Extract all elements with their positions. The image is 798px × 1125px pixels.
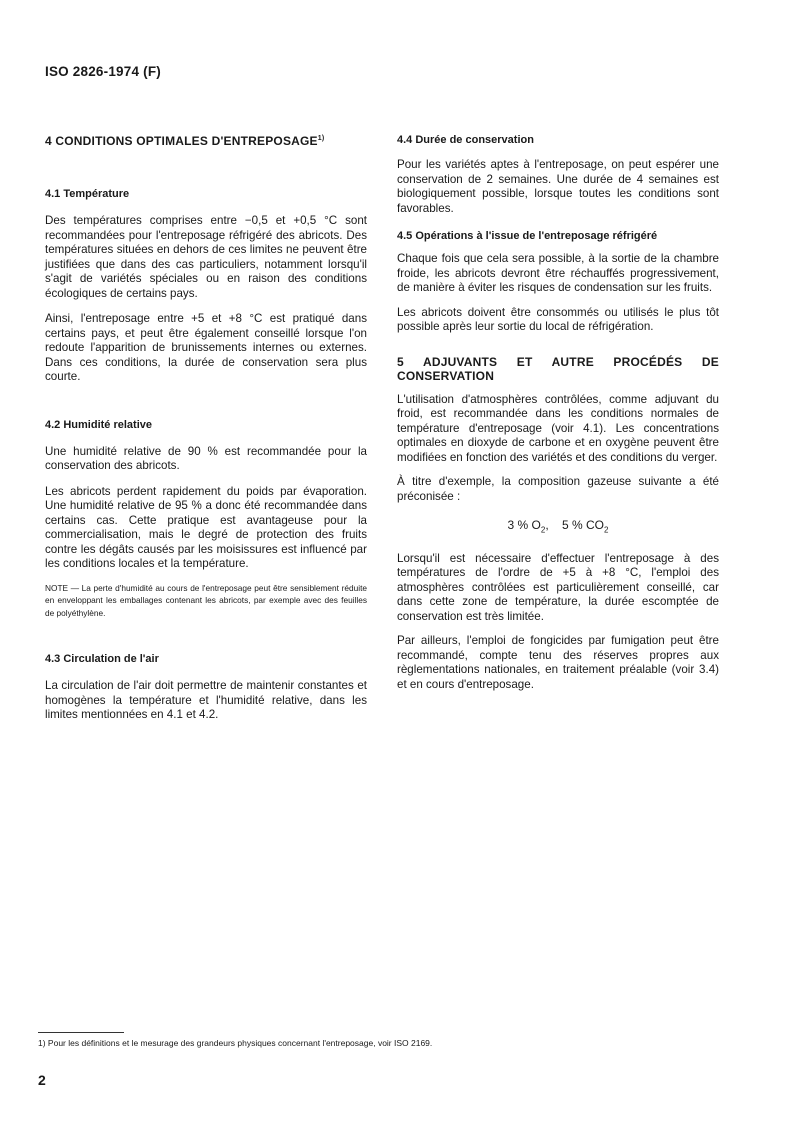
formula-o2-subscript: 2: [540, 525, 546, 535]
section-4-5-paragraph-1: Chaque fois que cela sera possible, à la sortie de la chambre froide, les abricots devront être réchauffés progressivement, de manière à éviter les risques de condensation sur les fruits.: [397, 252, 719, 294]
section-4-1-paragraph-2: Ainsi, l'entreposage entre +5 et +8 °C est pratiqué dans certains pays, et peut être également conseillé lorsque l'on redoute l'apparition de brunissements internes ou externes. Dans ces conditions, la durée de conservation sera plus courte.: [45, 312, 367, 383]
section-4-3-paragraph-1: La circulation de l'air doit permettre de maintenir constantes et homogènes la température et l'humidité relative, dans les limites mentionnées en 4.1 et 4.2.: [45, 679, 367, 721]
section-4-2-paragraph-2: Les abricots perdent rapidement du poids par évaporation. Une humidité relative de 95 % a donc été recommandée dans certains cas. Cette pratique est avantageuse pour la commercialisation, mais le degré de protection des fruits contre les dégâts causés par les moisissures est influencé par les conditions locales et la température.: [45, 484, 367, 570]
section-5-title: 5 ADJUVANTS ET AUTRE PROCÉDÉS DE CONSERVATION: [397, 354, 719, 383]
section-5-paragraph-2: À titre d'exemple, la composition gazeuse suivante a été préconisée :: [397, 475, 719, 503]
section-4-5-title: 4.5 Opérations à l'issue de l'entreposage réfrigéré: [397, 230, 658, 242]
section-4-3-title: 4.3 Circulation de l'air: [45, 653, 159, 665]
footnote-ref: 1): [317, 135, 325, 142]
left-column: [45, 134, 367, 723]
formula-co2-subscript: 2: [604, 525, 609, 535]
right-column: [397, 134, 719, 692]
section-4-1-paragraph-1: Des températures comprises entre −0,5 et +0,5 °C sont recommandées pour l'entreposage réfrigéré des abricots. Des températures situées en dehors de ces limites ne peuvent être justifiées que dans des cas particuliers, notamment lorsqu'il s'agit de variétés spéciales ou en raison des conditions écologiques de certains pays.: [45, 214, 367, 300]
section-4-2-note: NOTE — La perte d'humidité au cours de l'entreposage peut être sensiblement réduite en enveloppant les emballages contenant les abricots, par exemple avec des feuilles de polyéthylène.: [45, 582, 367, 618]
section-4-2-paragraph-1: Une humidité relative de 90 % est recommandée pour la conservation des abricots.: [45, 444, 367, 472]
section-4-4-title: 4.4 Durée de conservation: [397, 134, 534, 146]
page-number: 2: [38, 1072, 46, 1088]
document-code: ISO 2826-1974 (F): [45, 64, 161, 79]
section-4-1-title: 4.1 Température: [45, 188, 130, 200]
section-5-paragraph-1: L'utilisation d'atmosphères contrôlées, comme adjuvant du froid, est recommandée dans les conditions normales de température d'entreposage (voir 4.1). Les concentrations optimales en dioxyde de carbone et en oxygène peuvent être modifiées en fonction des variétés et des conditions du verger.: [397, 392, 719, 464]
section-5-paragraph-3: Lorsqu'il est nécessaire d'effectuer l'entreposage à des températures de l'ordre de +5 à +8 °C, l'emploi des atmosphères contrôlées est particulièrement conseillé, car dans cette zone de température, la durée escomptée de conservation est très limitée.: [397, 551, 719, 623]
section-4-5-paragraph-2: Les abricots doivent être consommés ou utilisés le plus tôt possible après leur sortie du local de réfrigération.: [397, 305, 719, 333]
footnote: 1) Pour les définitions et le mesurage des grandeurs physiques concernant l'entreposage, voir ISO 2169.: [38, 1038, 433, 1048]
footnote-divider: [38, 1032, 124, 1033]
section-4-4-paragraph-1: Pour les variétés aptes à l'entreposage, on peut espérer une conservation de 2 semaines. Une durée de 4 semaines est biologiquement possible, lorsque toutes les conditions sont favorables.: [397, 158, 719, 215]
gas-composition-formula: 3 % $O_2$, 5 % $CO_2$: [507, 518, 609, 535]
section-4-heading: [45, 134, 367, 148]
formula-co2: 5 % CO: [562, 518, 605, 532]
section-4-2-title: 4.2 Humidité relative: [45, 418, 152, 431]
formula-o2: 3 % O: [507, 518, 541, 532]
section-4-title: 4 CONDITIONS OPTIMALES D'ENTREPOSAGE: [45, 134, 318, 148]
section-5-paragraph-4: Par ailleurs, l'emploi de fongicides par fumigation peut être recommandé, compte tenu des réserves propres aux règlementations nationales, en traitement préalable (voir 3.4) et en cours d'entreposage.: [397, 634, 719, 691]
